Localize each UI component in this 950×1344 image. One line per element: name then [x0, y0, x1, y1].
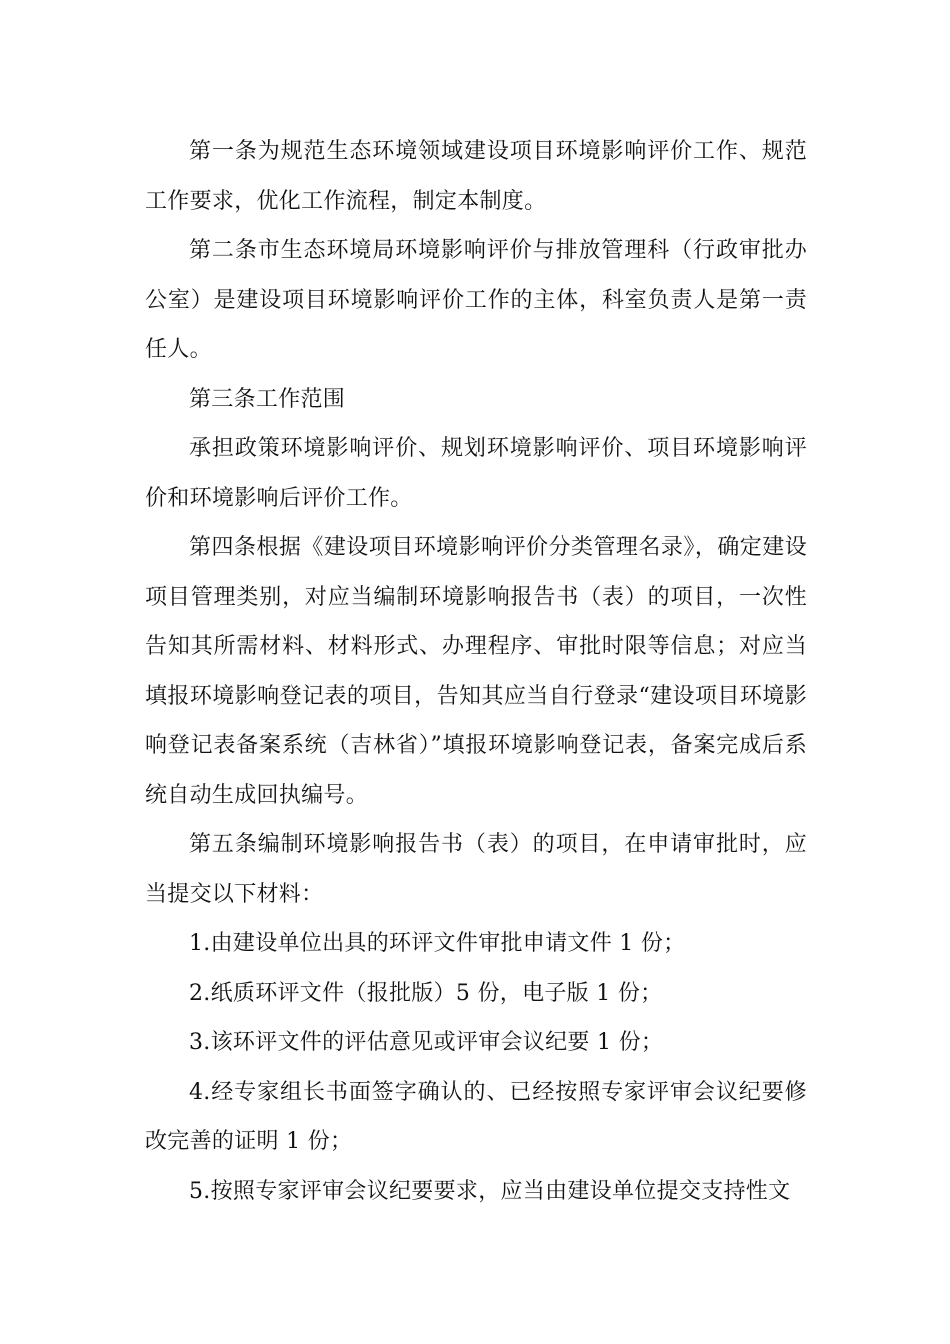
paragraph-article-4: 第四条根据《建设项目环境影响评价分类管理名录》，确定建设项目管理类别，对应当编制环境影响报告书（表）的项目，一次性告知其所需材料、材料形式、办理程序、审批时限等信息；对应当填报环境影响登记表的项目，告知其应当自行登录“建设项目环境影响登记表备案系统（吉林省）”填报环境影响登记表，备案完成后系统自动生成回执编号。 [145, 535, 807, 808]
paragraph-article-5: 第五条编制环境影响报告书（表）的项目，在申请审批时，应当提交以下材料： [145, 832, 807, 907]
list-item-5: 5.按照专家评审会议纪要要求，应当由建设单位提交支持性文 [189, 1178, 791, 1204]
list-item-3: 3.该环评文件的评估意见或评审会议纪要 1 份； [189, 1030, 664, 1055]
paragraph-article-2: 第二条市生态环境局环境影响评价与排放管理科（行政审批办公室）是建设项目环境影响评价工作的主体，科室负责人是第一责任人。 [145, 238, 807, 362]
paragraph-article-3-heading: 第三条工作范围 [189, 386, 346, 412]
list-item-2: 2.纸质环评文件（报批版）5 份，电子版 1 份； [189, 980, 663, 1006]
paragraph-article-1: 第一条为规范生态环境领域建设项目环境影响评价工作、规范工作要求，优化工作流程，制定本制度。 [145, 139, 807, 214]
document-body [145, 127, 807, 1216]
paragraph-article-3-scope: 承担政策环境影响评价、规划环境影响评价、项目环境影响评价和环境影响后评价工作。 [145, 436, 807, 511]
list-item-1: 1.由建设单位出具的环评文件审批申请文件 1 份； [189, 931, 686, 956]
list-item-4: 4.经专家组长书面签字确认的、已经按照专家评审会议纪要修改完善的证明 1 份； [145, 1079, 807, 1154]
